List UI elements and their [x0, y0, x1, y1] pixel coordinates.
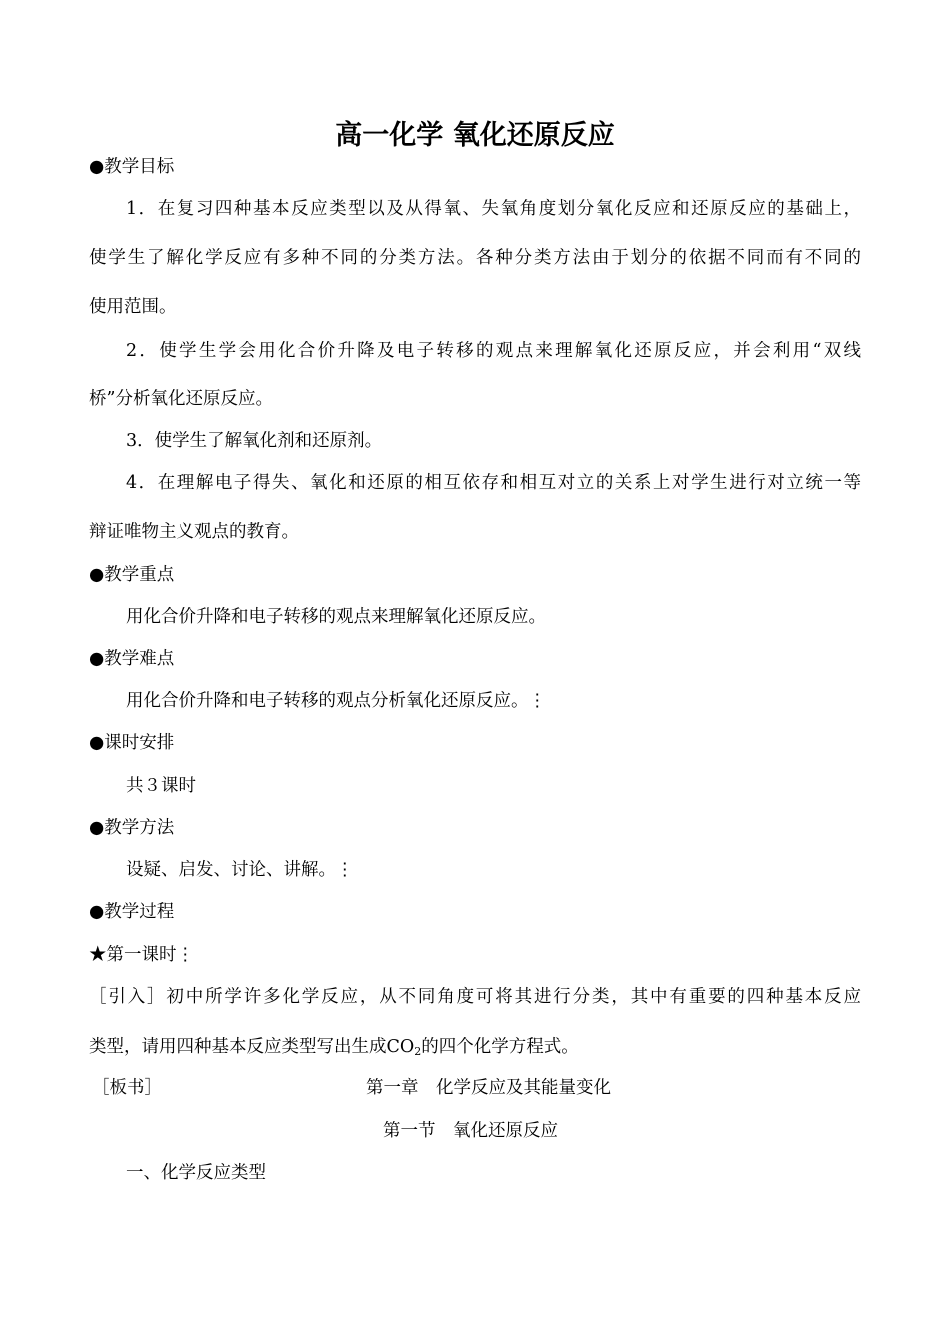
key-points-text: 用化合价升降和电子转移的观点来理解氧化还原反应。 — [126, 607, 546, 627]
schedule-text: 共３课时 — [126, 776, 196, 796]
intro-line-2 — [89, 1034, 579, 1065]
chapter-heading: 第一章 化学反应及其能量变化 — [366, 1078, 611, 1098]
intro-line-2-text-b: 的四个化学方程式。 — [421, 1037, 579, 1057]
difficulty-text: 用化合价升降和电子转移的观点分析氧化还原反应。⋮ — [126, 691, 546, 711]
co2-subscript: 2 — [414, 1045, 422, 1058]
co2-symbol: CO — [386, 1037, 415, 1057]
lesson-1-heading: ★第一课时⋮ — [89, 945, 194, 965]
page-title: 高一化学 氧化还原反应 — [335, 120, 615, 151]
board-label: ［板书］ — [92, 1078, 162, 1098]
section-heading: 第一节 氧化还原反应 — [383, 1121, 558, 1141]
objective-4-line-1: 4．在理解电子得失、氧化和还原的相互依存和相互对立的关系上对学生进行对立统一等 — [126, 473, 861, 493]
intro-line-1: ［引入］初中所学许多化学反应，从不同角度可将其进行分类，其中有重要的四种基本反应 — [89, 987, 861, 1007]
objectives-heading: ●教学目标 — [89, 157, 175, 177]
objective-4-line-2: 辩证唯物主义观点的教育。 — [89, 522, 299, 542]
objective-1-line-2: 使学生了解化学反应有多种不同的分类方法。各种分类方法由于划分的依据不同而有不同的 — [89, 248, 861, 268]
objective-2-line-1: 2．使学生学会用化合价升降及电子转移的观点来理解氧化还原反应，并会利用“双线 — [126, 341, 861, 361]
objective-1-line-1: 1．在复习四种基本反应类型以及从得氧、失氧角度划分氧化反应和还原反应的基础上， — [126, 199, 861, 219]
key-points-heading: ●教学重点 — [89, 565, 175, 585]
objective-2-line-2: 桥”分析氧化还原反应。 — [89, 389, 273, 409]
objective-3: 3．使学生了解氧化剂和还原剂。 — [126, 431, 383, 451]
part-1-heading: 一、化学反应类型 — [126, 1163, 266, 1183]
intro-line-2-text-a: 类型，请用四种基本反应类型写出生成 — [89, 1037, 387, 1057]
method-heading: ●教学方法 — [89, 818, 175, 838]
objective-1-line-3: 使用范围。 — [89, 297, 177, 317]
schedule-heading: ●课时安排 — [89, 733, 175, 753]
co2-formula — [387, 1037, 422, 1057]
method-text: 设疑、启发、讨论、讲解。⋮ — [126, 860, 354, 880]
process-heading: ●教学过程 — [89, 902, 175, 922]
difficulty-heading: ●教学难点 — [89, 649, 175, 669]
